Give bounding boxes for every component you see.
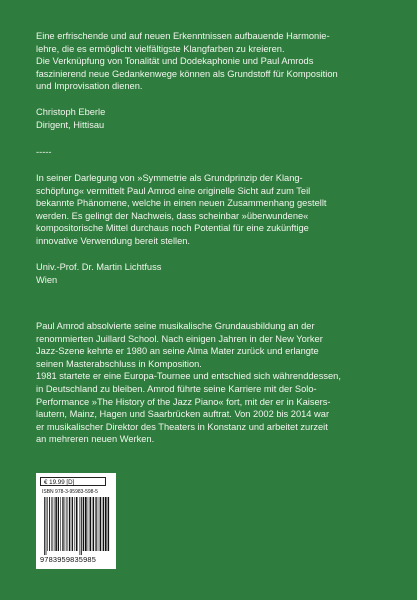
barcode-bar xyxy=(47,497,48,551)
text-line: bekannte Phänomene, welche in einen neuen Zusammenhang gestellt xyxy=(36,198,327,209)
text-line: kompositorische Mittel durchaus noch Potential für eine zukünftige xyxy=(36,223,309,234)
text-line: schöpfung« vermittelt Paul Amrod eine originelle Sicht auf zum Teil xyxy=(36,185,311,196)
barcode-bar xyxy=(76,497,78,551)
barcode-bar xyxy=(62,497,63,551)
barcode-bar xyxy=(58,497,59,551)
barcode-bar xyxy=(103,497,105,551)
barcode-bar xyxy=(65,497,66,551)
text-line: innovative Verwendung bereit stellen. xyxy=(36,235,191,246)
text-line: er musikalischer Direktor des Theaters in Konstanz und arbeitet zurzeit xyxy=(36,421,328,432)
author-name: Christoph Eberle xyxy=(36,107,106,117)
review-1-signature xyxy=(36,106,381,131)
text-line: lautern, Mainz, Hagen und Saarbrücken auftrat. Von 2002 bis 2014 war xyxy=(36,409,330,420)
text-line: Performance »The History of the Jazz Piano« fort, mit der er in Kaisers- xyxy=(36,396,331,407)
text-line: 1981 startete er eine Europa-Tournee und entschied sich währenddessen, xyxy=(36,371,341,382)
barcode-bar xyxy=(49,497,50,551)
barcode-bar xyxy=(81,497,82,555)
text-line: in Deutschland zu bleiben. Amrod führte seine Karriere mit der Solo- xyxy=(36,383,317,394)
barcode-bar xyxy=(44,497,45,555)
barcode-bars xyxy=(42,497,110,555)
price-label: € 19.99 [D] xyxy=(40,477,106,486)
author-role: Wien xyxy=(36,274,58,285)
separator: ----- xyxy=(36,147,52,157)
barcode-bar xyxy=(100,497,102,551)
barcode-bar xyxy=(72,497,73,551)
text-line: In seiner Darlegung von »Symmetrie als Grundprinzip der Klang- xyxy=(36,173,303,183)
barcode-bar xyxy=(93,497,95,551)
barcode-bar xyxy=(105,497,107,551)
review-1-text xyxy=(36,30,381,93)
isbn-text: ISBN 978-3-95983-598-5 xyxy=(42,489,98,495)
text-line: Eine erfrischende und auf neuen Erkenntnissen aufbauende Harmonie- xyxy=(36,31,330,41)
barcode-bar xyxy=(46,497,47,555)
text-line: und Improvisation dienen. xyxy=(36,81,143,92)
barcode-bar xyxy=(98,497,99,551)
barcode-bar xyxy=(55,497,57,551)
barcode-bar xyxy=(95,497,96,551)
author-biography xyxy=(36,320,381,446)
barcode-bar xyxy=(80,497,81,555)
barcode-bar xyxy=(74,497,75,551)
text-line: Paul Amrod absolvierte seine musikalische Grundausbildung an der xyxy=(36,321,315,331)
barcode-label xyxy=(36,473,116,569)
author-role: Dirigent, Hittisau xyxy=(36,119,105,130)
text-line: lehre, die es ermöglicht vielfältigste Klangfarben zu kreieren. xyxy=(36,43,285,54)
text-line: faszinierend neue Gedankenwege können als Grundstoff für Komposition xyxy=(36,68,338,79)
author-name: Univ.-Prof. Dr. Martin Lichtfuss xyxy=(36,262,162,272)
text-line: an mehreren neuen Werken. xyxy=(36,434,155,445)
text-line: werden. Es gelingt der Nachweis, dass scheinbar »überwundene« xyxy=(36,210,309,221)
text-line: renommierten Juillard School. Nach einigen Jahren in der New Yorker xyxy=(36,333,323,344)
text-line: Jazz-Szene kehrte er 1980 an seine Alma Mater zurück und erlangte xyxy=(36,346,319,357)
barcode-bar xyxy=(108,497,110,551)
barcode-bar xyxy=(85,497,87,551)
barcode-bar xyxy=(90,497,92,551)
barcode-bar xyxy=(69,497,71,551)
review-2-text xyxy=(36,172,381,248)
barcode-bar xyxy=(88,497,89,551)
barcode-number: 9783959835985 xyxy=(40,555,97,564)
review-2-signature xyxy=(36,261,381,286)
barcode-bar xyxy=(83,497,85,551)
barcode-bar xyxy=(54,497,55,551)
barcode-bar xyxy=(67,497,68,551)
barcode-bar xyxy=(60,497,61,551)
text-line: seinen Masterabschluss in Komposition. xyxy=(36,358,202,369)
barcode-bar xyxy=(51,497,52,551)
text-line: Die Verknüpfung von Tonalität und Dodekaphonie und Paul Amrods xyxy=(36,56,314,67)
